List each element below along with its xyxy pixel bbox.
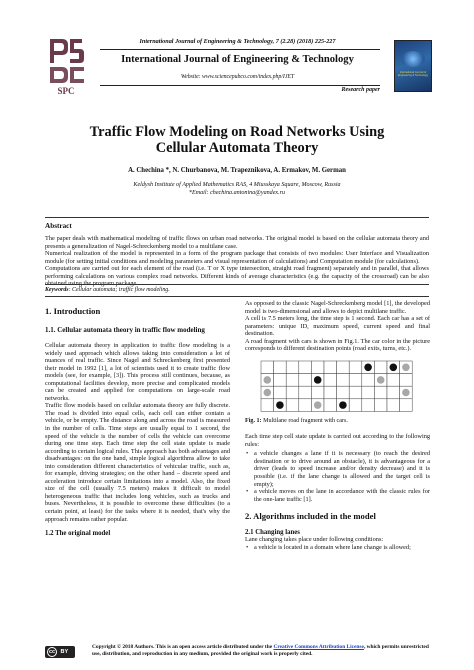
rule-a-item: • a vehicle changes a lane if it is necessary (to reach the desired destination or to drive around an obstacle), it is advantageous for a driver (leads to speed increase and/or density decrease) and it is possible (i.e. if the lane change is allowed and the target cell is empty);	[245, 450, 430, 488]
grid-cell	[324, 386, 337, 399]
grid-cell	[349, 386, 362, 399]
car-marker	[364, 363, 372, 371]
abstract-rule-top	[45, 217, 429, 218]
grid-cell	[400, 399, 413, 412]
abstract-rule-bottom	[45, 296, 429, 297]
grid-cell	[374, 361, 387, 374]
grid-cell	[400, 373, 413, 386]
intro-paragraph-2: Traffic flow models based on cellular automata theory are fully discrete. The road is divided into equal cells, each cell can either contain a vehicle, or be empty. The distance along and across the road is measured in the number of cells. Time steps are usually equal to 1 second, the speed of the vehicle is the number of cells the vehicle can overcome during one time step. Each time step the cell state update is made according to certain logical rules. This approach has both advantages and disadvantages: on the one hand, simple logical algorithms allow to take into consideration different characteristics of vehicular traffic, such as, for example, driving strategies; on the other hand – discrete speed and acceleration introduce certain limitations into a model. Also, the fixed size of the cell (usually 7.5 meters) makes it difficult to model heterogeneous traffic that includes long vehicles, such as trucks and buses. Nevertheless, it is possible to overcome these difficulties (to a certain point, at least) for the tasks where it is needed, that's why the approach remains rather popular.	[45, 402, 230, 523]
right-paragraph-3: A road fragment with cars is shown in Fig.1. The car color in the picture corresponds to different destination points (road exits, turns, etc.).	[245, 337, 430, 353]
grid-cell	[299, 373, 312, 386]
grid-cell	[311, 386, 324, 399]
paper-authors: A. Chechina *, N. Churbanova, M. Trapeznikova, A. Ermakov, M. German	[128, 167, 346, 174]
grid-cell	[374, 386, 387, 399]
grid-cell	[324, 373, 337, 386]
figure-caption-text: Multilane road fragment with cars.	[261, 417, 348, 424]
grid-cell	[387, 399, 400, 412]
keywords-text: : Cellular automata; traffic flow modeling.	[68, 287, 170, 293]
paper-affiliation: Keldysh Institute of Applied Mathematics RAS, 4 Miusskaya Square, Moscow, Russia	[133, 182, 341, 188]
cc-icon: cc	[48, 649, 56, 655]
car-marker	[264, 376, 272, 384]
figure-1-caption	[245, 418, 430, 425]
grid-cell	[324, 361, 337, 374]
right-paragraph-1: As opposed to the classic Nagel-Schreckenberg model [1], the developed model is two-dimensional and allows to depict multilane traffic.	[245, 300, 430, 315]
grid-cell	[286, 373, 299, 386]
publisher-logo	[42, 33, 90, 97]
grid-cell	[337, 373, 350, 386]
figure-1-road-grid	[245, 359, 430, 415]
abstract-paragraph: The paper deals with mathematical modeling of traffic flows on urban road networks. The original model is based on the cellular automata theory and presents a generalization of Nagel-Schreckenberg model to a multilane case.	[45, 235, 429, 250]
car-marker	[276, 401, 284, 409]
grid-cell	[337, 361, 350, 374]
section-2-1-bullet: • a vehicle is located in a domain where lane change is allowed;	[245, 544, 430, 552]
grid-cell	[261, 361, 274, 374]
section-2-1-heading: 2.1 Changing lanes	[245, 529, 300, 537]
section-1-2-heading: 1.2 The original model	[45, 530, 111, 538]
grid-cell	[349, 361, 362, 374]
copyright-text-2: , which permits unrestricted use, distribution, and reproduction in any medium, provided the original work is properly cited.	[92, 644, 429, 657]
grid-cell	[286, 361, 299, 374]
paper-type: Research paper	[341, 87, 380, 93]
grid-cell	[286, 386, 299, 399]
grid-cell	[349, 399, 362, 412]
grid-cell	[261, 399, 274, 412]
grid-cell	[387, 386, 400, 399]
right-paragraph-2: A cell is 7.5 meters long, the time step is 1 second. Each car has a set of parameters: unique ID, maximum speed, current speed and final destination.	[245, 315, 430, 338]
grid-cell	[324, 399, 337, 412]
car-marker	[314, 376, 322, 384]
car-marker	[264, 389, 272, 397]
car-marker	[402, 389, 410, 397]
abstract-rule-mid	[45, 284, 429, 285]
copyright-notice	[92, 644, 429, 658]
cc-license-badge[interactable]	[45, 646, 75, 658]
abstract-paragraph: Computations are carried out for each element of the road (i.e. T or X type intersection, straight road fragment) separately and in parallel, that allows performing calculations on various complex road networks. Different kinds of average characteristics (e.g. the capacity of the crossroad) can be also obtained using the program package.	[45, 265, 429, 288]
cover-title: International Journal of Engineering & Technology	[397, 71, 429, 77]
grid-cell	[274, 361, 287, 374]
car-marker	[339, 401, 347, 409]
grid-cell	[274, 373, 287, 386]
journal-name: International Journal of Engineering & Technology	[121, 54, 354, 65]
journal-cover	[394, 40, 432, 92]
grid-cell	[311, 361, 324, 374]
car-marker	[402, 363, 410, 371]
right-column	[245, 300, 430, 551]
car-marker	[390, 363, 398, 371]
rule-b-item: • a vehicle moves on the lane in accordance with the classic rules for the one-lane traffic [1].	[245, 488, 430, 503]
journal-website[interactable]: Website: www.sciencepubco.com/index.php/IJET	[180, 74, 295, 80]
section-1-heading: 1. Introduction	[45, 306, 101, 316]
abstract-paragraph: Numerical realization of the model is represented in a form of the program package that consists of two modules: User Interface and Visualization module (for setting initial conditions and modeling parameters and visual representation of calculations) and Computation module (for calculations).	[45, 250, 429, 265]
header-rule-bottom	[100, 85, 380, 86]
grid-cell	[362, 373, 375, 386]
section-2-heading: 2. Algorithms included in the model	[245, 511, 376, 522]
right-paragraph-4: Each time step cell state update is carried out according to the following rules:	[245, 433, 430, 448]
intro-paragraph-1: Cellular automata theory in application to traffic flow modeling is a widely used approach which allows taking into consideration a lot of nuances of real traffic. Since Nagel and Schreckenberg first presented their model in 1992 [1], a lot of scientists used it to create traffic flow models (see, for example, [3]). This process still continues, because, as computational facilities develop, more precise and complicated models can be created and applied for computations on large-scale road networks.	[45, 342, 230, 402]
figure-caption-label: Fig. 1:	[245, 417, 262, 424]
paper-email[interactable]: *Email: chechina.antonina@yandex.ru	[188, 190, 286, 196]
cover-globe-icon	[401, 51, 425, 67]
grid-cell	[299, 361, 312, 374]
grid-cell	[274, 386, 287, 399]
car-marker	[314, 401, 322, 409]
abstract-body	[45, 235, 429, 288]
paper-title: Traffic Flow Modeling on Road Networks Using Cellular Automata Theory	[89, 124, 385, 156]
keywords	[45, 287, 170, 293]
section-2-1-text: Lane changing takes place under following conditions:	[245, 536, 384, 544]
grid-cell	[286, 399, 299, 412]
cc-by-label: BY	[60, 649, 69, 655]
grid-cell	[337, 386, 350, 399]
grid-cell	[374, 399, 387, 412]
grid-cell	[299, 386, 312, 399]
cc-license-link[interactable]: Creative Commons Attribution License	[273, 644, 364, 650]
grid-cell	[299, 399, 312, 412]
grid-cell	[387, 373, 400, 386]
abstract-heading: Abstract	[45, 222, 72, 230]
grid-cell	[349, 373, 362, 386]
grid-cell	[362, 399, 375, 412]
keywords-label: Keywords	[45, 287, 69, 293]
publisher-logo-text: SPC	[57, 86, 75, 96]
copyright-text-1: Copyright © 2018 Authors. This is an open access article distributed under the	[92, 644, 274, 650]
left-column	[45, 305, 230, 537]
journal-citation: International Journal of Engineering & Technology, 7 (2.28) (2018) 225-227	[139, 38, 336, 45]
section-1-1-heading: 1.1. Cellular automata theory in traffic flow modeling	[45, 326, 205, 334]
car-marker	[377, 376, 385, 384]
header-rule-top	[100, 49, 380, 50]
grid-cell	[362, 386, 375, 399]
